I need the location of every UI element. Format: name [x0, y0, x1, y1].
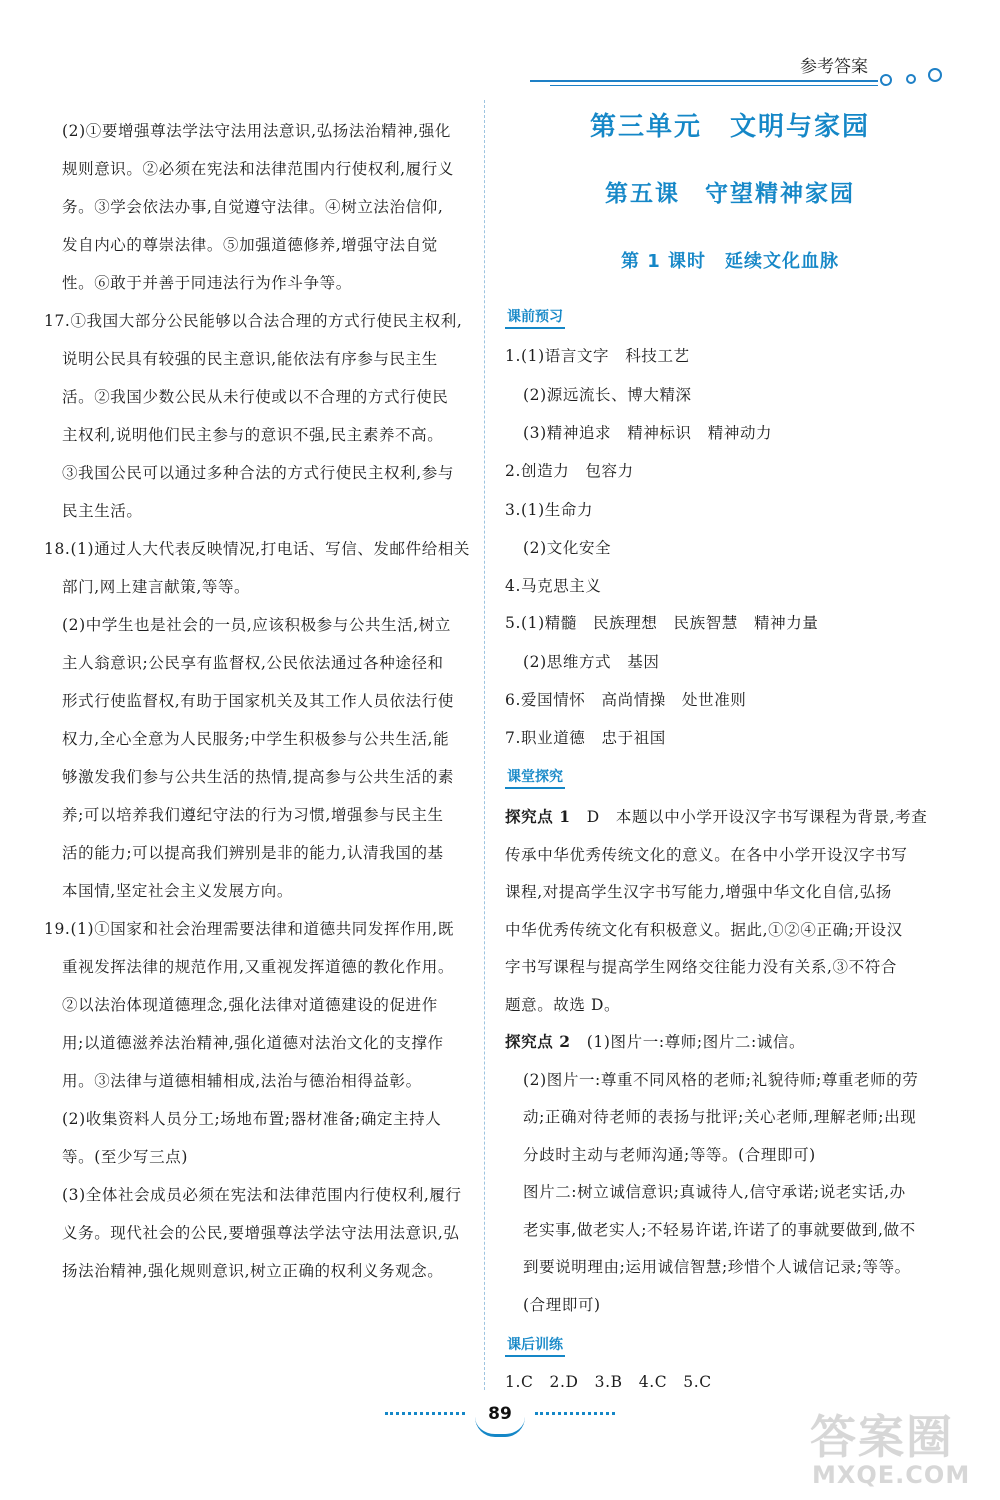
answer-line: (2)收集资料人员分工;场地布置;器材准备;确定主持人	[62, 1110, 442, 1128]
section-tag: 课堂探究	[505, 767, 565, 789]
preview-line: (2)源远流长、博大精深	[523, 386, 692, 404]
lesson-title: 第五课 守望精神家园	[605, 181, 855, 207]
preview-line: (2)思维方式 基因	[523, 653, 660, 671]
explore-text: 图片二:树立诚信意识;真诚待人,信守承诺;说老实话,办	[523, 1183, 906, 1201]
explore-text: 到要说明理由;运用诚信智慧;珍惜个人诚信记录;等等。	[523, 1258, 911, 1276]
answer-line: (2)中学生也是社会的一员,应该积极参与公共生活,树立	[62, 616, 452, 634]
explore-point-1	[505, 798, 945, 1024]
answer-line: 发自内心的尊崇法律。⑤加强道德修养,增强守法自觉	[62, 236, 438, 254]
answer-line: 用;以道德滋养法治精神,强化道德对法治文化的支撑作	[62, 1034, 444, 1052]
section-tag: 课前预习	[505, 307, 565, 329]
answer-line: 性。⑥敢于并善于同违法行为作斗争等。	[62, 274, 352, 292]
preview-line: 5.(1)精髓 民族理想 民族智慧 精神力量	[505, 614, 819, 632]
answer-line: ③我国公民可以通过多种合法的方式行使民主权利,参与	[62, 464, 454, 482]
section-preview	[505, 306, 565, 329]
watermark-text: 答案圈	[810, 1410, 954, 1464]
explore-text: 动;正确对待老师的表扬与批评;关心老师,理解老师;出现	[523, 1108, 917, 1126]
answer-line: (3)全体社会成员必须在宪法和法律范围内行使权利,履行	[62, 1186, 462, 1204]
answer-line: 主权利,说明他们民主参与的意识不强,民主素养不高。	[62, 426, 444, 444]
answer-line: ②以法治体现道德理念,强化法律对道德建设的促进作	[62, 996, 438, 1014]
explore-text: 课程,对提高学生汉字书写能力,增强中华文化自信,弘扬	[505, 883, 892, 901]
answer-line: 务。③学会依法办事,自觉遵守法律。④树立法治信仰,	[62, 198, 444, 216]
explore-text: (1)图片一:尊师;图片二:诚信。	[570, 1033, 806, 1051]
answer-line: 18.(1)通过人大代表反映情况,打电话、写信、发邮件给相关	[44, 540, 471, 558]
watermark-domain: MXQE.COM	[812, 1461, 971, 1489]
header-label: 参考答案	[800, 57, 868, 77]
header-ornament	[878, 72, 950, 92]
explore-text: 分歧时主动与老师沟通;等等。(合理即可)	[523, 1145, 816, 1164]
section-class-explore	[505, 766, 565, 789]
answer-line: 养;可以培养我们遵纪守法的行为习惯,增强参与民主生	[62, 806, 444, 824]
answer-line: 说明公民具有较强的民主意识,能依法有序参与民主生	[62, 350, 438, 368]
answer-line: 规则意识。②必须在宪法和法律范围内行使权利,履行义	[62, 160, 454, 178]
preview-line: 2.创造力 包容力	[505, 462, 634, 480]
answer-line: 扬法治精神,强化规则意识,树立正确的权利义务观念。	[62, 1262, 444, 1280]
page-footer	[385, 1390, 615, 1440]
answer-line: 本国情,坚定社会主义发展方向。	[62, 882, 293, 900]
page-number: 89	[475, 1394, 525, 1437]
explore-text: 题意。故选 D。	[505, 995, 621, 1014]
unit-title: 第三单元 文明与家园	[589, 112, 870, 142]
preview-line: 6.爱国情怀 高尚情操 处世准则	[505, 691, 747, 709]
explore-text: (合理即可)	[523, 1295, 601, 1314]
footer-ornament-right	[535, 1412, 615, 1415]
column-divider	[484, 100, 485, 1390]
answer-line: (2)①要增强尊法学法守法用法意识,弘扬法治精神,强化	[62, 122, 452, 140]
answer-line: 活。②我国少数公民从未行使或以不合理的方式行使民	[62, 388, 449, 406]
answer-line: 活的能力;可以提高我们辨别是非的能力,认清我国的基	[62, 844, 444, 862]
header-rule-thin	[550, 85, 878, 86]
header-rule	[530, 80, 878, 82]
left-column	[44, 112, 474, 1290]
watermark-logo	[800, 1401, 980, 1496]
answer-line: 用。③法律与道德相辅相成,法治与德治相得益彰。	[62, 1072, 422, 1090]
preview-line: 1.(1)语言文字 科技工艺	[505, 347, 690, 365]
explore-label: 探究点 2	[505, 1032, 571, 1051]
explore-point-2	[505, 1023, 945, 1324]
preview-line: (3)精神追求 精神标识 精神动力	[523, 424, 773, 442]
answer-line: 17.①我国大部分公民能够以合法合理的方式行使民主权利,	[44, 312, 463, 330]
preview-line: 7.职业道德 忠于祖国	[505, 729, 666, 747]
page-header	[530, 52, 950, 96]
answer-line: 19.(1)①国家和社会治理需要法律和道德共同发挥作用,既	[44, 920, 454, 938]
answer-line: 义务。现代社会的公民,要增强尊法学法守法用法意识,弘	[62, 1224, 460, 1242]
footer-ornament-left	[385, 1412, 465, 1415]
answer-line: 民主生活。	[62, 502, 143, 520]
explore-text: 老实事,做老实人;不轻易许诺,许诺了的事就要做到,做不	[523, 1220, 916, 1239]
answer-line: 重视发挥法律的规范作用,又重视发挥道德的教化作用。	[62, 958, 454, 976]
explore-text: 传承中华优秀传统文化的意义。在各中小学开设汉字书写	[505, 845, 908, 864]
preview-line: 4.马克思主义	[505, 577, 602, 595]
answer-line: 够激发我们参与公共生活的热情,提高参与公共生活的素	[62, 768, 454, 786]
answer-line: 部门,网上建言献策,等等。	[62, 578, 251, 596]
answer-line: 主人翁意识;公民享有监督权,公民依法通过各种途径和	[62, 654, 444, 672]
explore-label: 探究点 1	[505, 807, 571, 826]
explore-text: 字书写课程与提高学生网络交往能力没有关系,③不符合	[505, 958, 897, 976]
explore-text: D 本题以中小学开设汉字书写课程为背景,考查	[570, 808, 928, 826]
section-tag: 课后训练	[505, 1335, 565, 1357]
period-title: 第 1 课时 延续文化血脉	[620, 251, 840, 272]
answer-line: 形式行使监督权,有助于国家机关及其工作人员依法行使	[62, 692, 454, 710]
answer-line: 权力,全心全意为人民服务;中学生积极参与公共生活,能	[62, 730, 450, 748]
explore-text: (2)图片一:尊重不同风格的老师;礼貌待师;尊重老师的劳	[523, 1070, 919, 1089]
explore-text: 中华优秀传统文化有积极意义。据此,①②④正确;开设汉	[505, 920, 903, 939]
section-after-class	[505, 1334, 565, 1357]
preview-line: (2)文化安全	[523, 539, 612, 557]
after-answers: 1.C 2.D 3.B 4.C 5.C	[505, 1373, 712, 1391]
preview-line: 3.(1)生命力	[505, 501, 594, 519]
answer-line: 等。(至少写三点)	[62, 1148, 188, 1166]
